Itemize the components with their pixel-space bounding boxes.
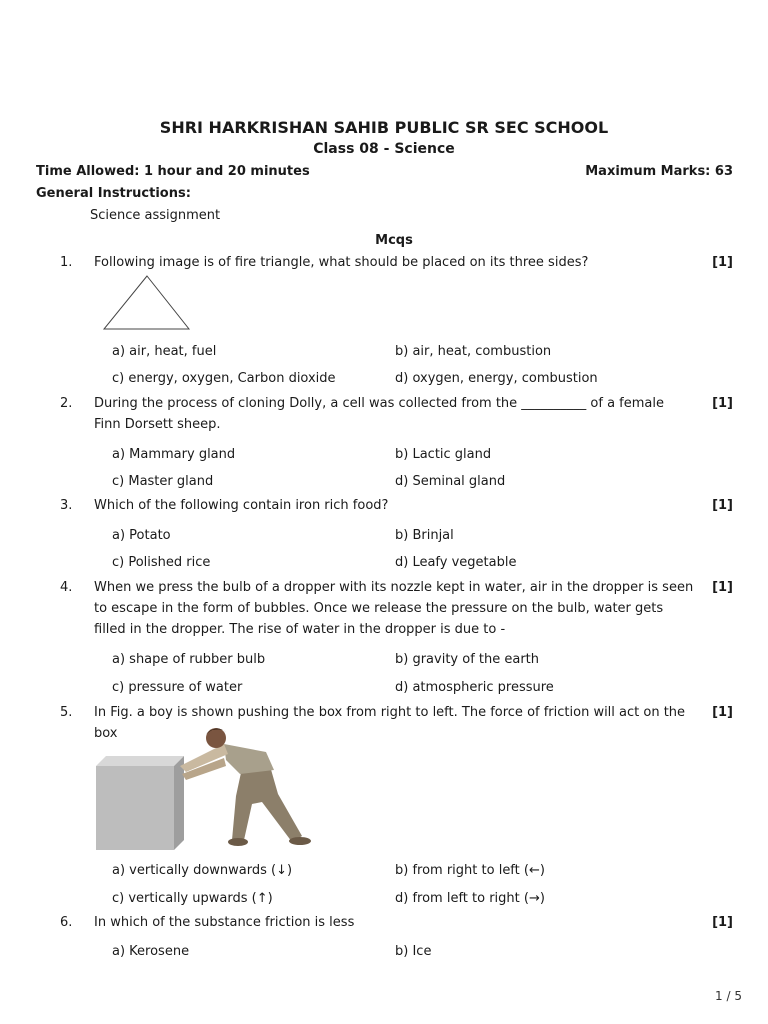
option-b: b) gravity of the earth: [395, 652, 540, 667]
question-text: Which of the following contain iron rich food?: [94, 498, 389, 513]
option-c: c) vertically upwards (↑): [112, 891, 273, 906]
option-d: d) Seminal gland: [395, 474, 506, 489]
instruction-text: Science assignment: [90, 208, 221, 223]
option-b: b) Ice: [395, 944, 432, 959]
option-a: a) vertically downwards (↓): [112, 863, 293, 878]
question-text: In which of the substance friction is less: [94, 915, 355, 930]
option-b: b) air, heat, combustion: [395, 344, 552, 359]
question-number: 5.: [60, 705, 73, 720]
question-text: In Fig. a boy is shown pushing the box from right to left. The force of friction will act on the box: [94, 705, 686, 741]
question-marks: [1]: [712, 915, 733, 930]
page-number: 1 / 5: [715, 989, 742, 1003]
question-text: Following image is of fire triangle, what should be placed on its three sides?: [94, 255, 589, 270]
fire-triangle-figure: [102, 274, 192, 332]
option-a: a) Potato: [112, 528, 171, 543]
question-marks: [1]: [712, 396, 733, 411]
option-c: c) Polished rice: [112, 555, 211, 570]
question-number: 2.: [60, 396, 73, 411]
general-instructions-heading: General Instructions:: [36, 186, 191, 201]
boy-pushing-box-figure: [94, 724, 318, 852]
option-c: c) Master gland: [112, 474, 214, 489]
option-d: d) atmospheric pressure: [395, 680, 554, 695]
question-text: When we press the bulb of a dropper with its nozzle kept in water, air in the dropper is seen to escape in the form of bubbles. Once we release the pressure on the bulb, water gets filled in the dropper. The rise of water in the dropper is due to -: [94, 580, 694, 637]
option-d: d) Leafy vegetable: [395, 555, 517, 570]
question-text: During the process of cloning Dolly, a cell was collected from the __________ of a female Finn Dorsett sheep.: [94, 396, 664, 432]
question-marks: [1]: [712, 705, 733, 720]
class-subject: Class 08 - Science: [313, 141, 455, 157]
time-allowed: Time Allowed: 1 hour and 20 minutes: [36, 164, 310, 179]
question-number: 1.: [60, 255, 73, 270]
section-title: Mcqs: [375, 233, 413, 248]
question-marks: [1]: [712, 255, 733, 270]
question-marks: [1]: [712, 498, 733, 513]
option-c: c) pressure of water: [112, 680, 243, 695]
option-b: b) Lactic gland: [395, 447, 492, 462]
school-name: SHRI HARKRISHAN SAHIB PUBLIC SR SEC SCHOOL: [159, 118, 609, 137]
max-marks: Maximum Marks: 63: [585, 164, 733, 179]
option-b: b) Brinjal: [395, 528, 454, 543]
option-d: d) oxygen, energy, combustion: [395, 371, 598, 386]
option-a: a) shape of rubber bulb: [112, 652, 266, 667]
option-a: a) Mammary gland: [112, 447, 236, 462]
option-c: c) energy, oxygen, Carbon dioxide: [112, 371, 336, 386]
question-number: 3.: [60, 498, 73, 513]
question-number: 4.: [60, 580, 73, 595]
option-d: d) from left to right (→): [395, 891, 545, 906]
option-b: b) from right to left (←): [395, 863, 545, 878]
question-marks: [1]: [712, 580, 733, 595]
option-a: a) Kerosene: [112, 944, 190, 959]
question-number: 6.: [60, 915, 73, 930]
option-a: a) air, heat, fuel: [112, 344, 217, 359]
